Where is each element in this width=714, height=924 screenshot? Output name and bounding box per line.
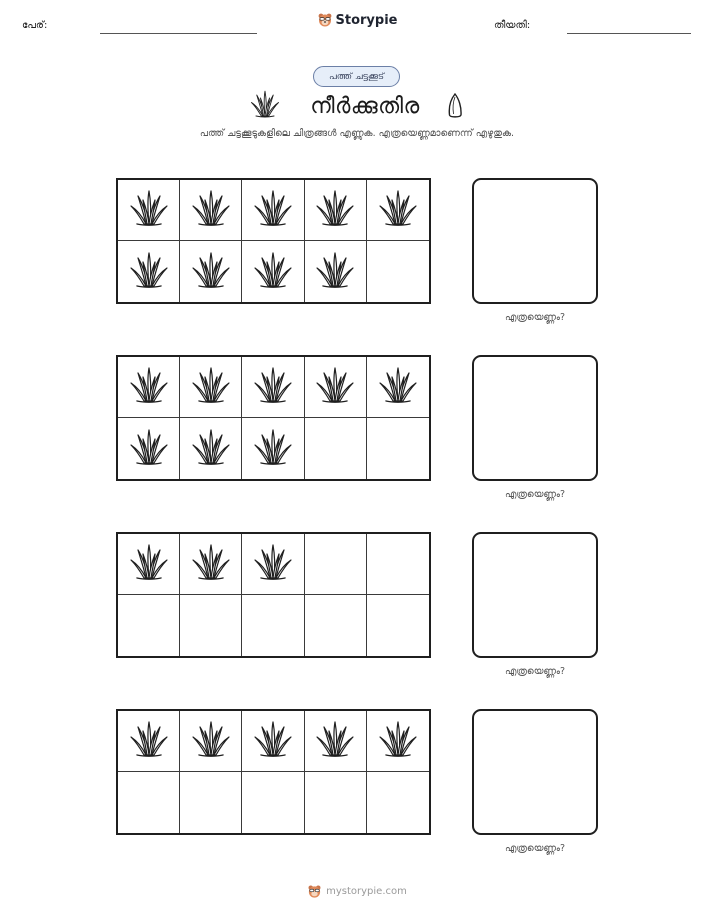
grass-clump-icon [129,365,169,409]
ten-frame [116,355,431,481]
topic-pill-label: പത്ത് ചട്ടക്കൂട് [329,71,384,82]
answer-prompt: എത്രയെണ്ണം? [504,489,566,500]
date-label: തീയതി: [494,20,531,31]
grass-clump-icon [253,365,293,409]
frame-cell [367,595,429,656]
frame-cell [367,180,429,241]
footer [0,884,714,899]
frame-cell [118,180,180,241]
brand-logo [0,12,714,28]
frame-cell [118,357,180,418]
answer-box[interactable] [472,709,598,835]
grass-clump-icon [129,188,169,232]
grass-clump-icon [253,542,293,586]
ten-frame [116,709,431,835]
frame-cell [305,534,367,595]
grass-clump-icon [129,542,169,586]
frame-cell [118,241,180,302]
frame-cell [118,772,180,833]
answer-prompt: എത്രയെണ്ണം? [504,312,566,323]
answer-prompt: എത്രയെണ്ണം? [504,666,566,677]
frame-cell [180,357,242,418]
name-label: പേര്: [22,20,48,31]
grass-clump-icon [315,719,355,763]
ten-frame [116,178,431,304]
page-title: നീർക്കുതിര [310,93,420,119]
frame-cell [242,241,304,302]
grass-clump-icon [315,250,355,294]
grass-clump-icon [250,89,280,123]
frame-cell [118,418,180,479]
grass-clump-icon [253,719,293,763]
grass-clump-icon [315,188,355,232]
frame-cell [305,418,367,479]
frame-cell [242,772,304,833]
answer-box[interactable] [472,355,598,481]
frame-cell [367,711,429,772]
frame-cell [180,180,242,241]
answer-box[interactable] [472,532,598,658]
grass-clump-icon [253,188,293,232]
frame-cell [305,180,367,241]
frame-cell [305,595,367,656]
frame-cell [180,711,242,772]
bear-mascot-icon [317,12,333,28]
frame-cell [180,418,242,479]
grass-clump-icon [191,365,231,409]
grass-clump-icon [191,542,231,586]
frame-cell [242,534,304,595]
grass-clump-icon [129,427,169,471]
frame-cell [305,357,367,418]
grass-clump-icon [378,719,418,763]
frame-cell [180,595,242,656]
frame-cell [242,357,304,418]
frame-cell [305,772,367,833]
frame-cell [242,595,304,656]
frame-cell [180,241,242,302]
grass-clump-icon [191,719,231,763]
grass-clump-icon [191,427,231,471]
grass-clump-icon [253,427,293,471]
frame-cell [180,772,242,833]
frame-cell [242,180,304,241]
frame-cell [367,418,429,479]
frame-cell [367,241,429,302]
frame-cell [118,595,180,656]
frame-cell [305,711,367,772]
grass-clump-icon [129,250,169,294]
frame-cell [118,711,180,772]
grass-clump-icon [191,250,231,294]
frame-cell [367,772,429,833]
frame-cell [367,534,429,595]
frame-cell [305,241,367,302]
grass-clump-icon [378,365,418,409]
footer-url: mystorypie.com [326,886,407,897]
answer-box[interactable] [472,178,598,304]
grass-clump-icon [191,188,231,232]
frame-cell [367,357,429,418]
frame-cell [242,711,304,772]
answer-prompt: എത്രയെണ്ണം? [504,843,566,854]
name-write-line [100,33,257,34]
title-row [0,88,714,124]
grass-clump-icon [315,365,355,409]
grass-clump-icon [378,188,418,232]
ten-frame [116,532,431,658]
grass-clump-icon [253,250,293,294]
frame-cell [242,418,304,479]
date-write-line [567,33,691,34]
bear-mascot-icon [307,884,322,899]
instructions: പത്ത് ചട്ടക്കൂടുകളിലെ ചിത്രങ്ങൾ എണ്ണുക. എത്രയെണ്ണമാണെന്ന് എഴുതുക. [199,128,515,139]
brand-name: Storypie [335,12,398,28]
tooth-icon [446,93,464,119]
topic-pill [313,66,400,87]
frame-cell [118,534,180,595]
frame-cell [180,534,242,595]
grass-clump-icon [129,719,169,763]
